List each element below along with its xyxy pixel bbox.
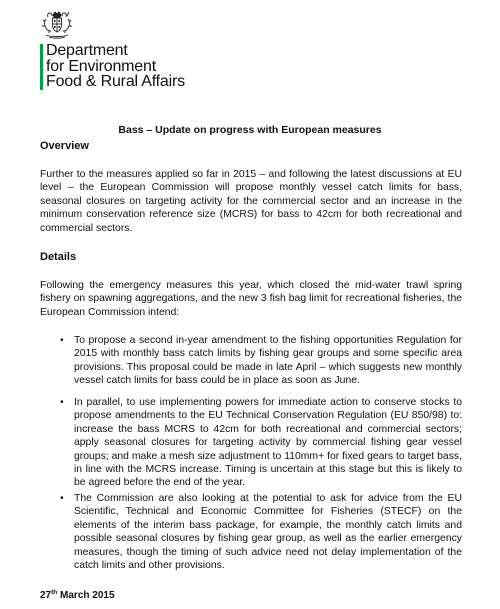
bullet-marker-2: • <box>60 397 64 408</box>
document-date <box>40 589 115 601</box>
department-name-line-2: for Environment <box>46 57 156 75</box>
bullet-item-3: The Commission are also looking at the potential to ask for advice from the EU Scientific, Technical and Economic Committee for Fisheries (STECF) on the elements of the interim bass package, for example, the monthly catch limits and possible seasonal closures by fishing gear group, as well as the earlier emergency measures, though the timing of such advice need not delay implementation of the catch limits and other provisions. <box>74 493 462 572</box>
department-accent-bar <box>40 44 43 90</box>
bullet-marker-3: • <box>60 493 64 504</box>
details-intro-paragraph: Following the emergency measures this year, which closed the mid-water trawl spring fishery on spawning aggregations, and the new 3 fish bag limit for recreational fisheries, the European Commission intend: <box>40 280 462 318</box>
overview-paragraph: Further to the measures applied so far in 2015 – and following the latest discussions at EU level – the European Commission will propose monthly vessel catch limits for bass, seasonal closures on targeting activity for the commercial sector and an increase in the minimum conservation reference size (MCRS) for bass to 42cm for both recreational and commercial sectors. <box>40 169 462 234</box>
department-name-line-1: Department <box>46 42 128 59</box>
date-day: 27 <box>40 590 52 601</box>
date-ordinal-suffix: th <box>51 589 58 596</box>
date-month-year: March 2015 <box>57 590 115 601</box>
document-title: Bass – Update on progress with European measures <box>118 124 382 136</box>
department-name-line-3: Food & Rural Affairs <box>46 73 185 90</box>
overview-heading: Overview <box>40 140 89 152</box>
bullet-item-2: In parallel, to use implementing powers for immediate action to conserve stocks to propose amendments to the EU Technical Conservation Regulation (EU 850/98) to: increase the bass MCRS to 42cm for both recreational and commercial sectors; apply seasonal closures for targeting activity by commercial fishing gear vessel groups; and make a mesh size adjustment to 110mm+ for fixed gears to target bass, in line with the MCRS increase. Timing is uncertain at this stage but this is likely to be agreed before the end of the year. <box>74 397 462 489</box>
bullet-item-1: To propose a second in-year amendment to the fishing opportunities Regulation for 2015 with monthly bass catch limits by fishing gear groups and some specific area provisions. This proposal could be made in late April – which suggests new monthly vessel catch limits for bass could be in place as soon as June. <box>74 335 462 387</box>
royal-crest-icon <box>40 10 74 42</box>
bullet-marker-1: • <box>60 335 64 346</box>
department-name <box>46 43 185 90</box>
details-heading: Details <box>40 251 77 263</box>
defra-logo <box>40 10 280 90</box>
